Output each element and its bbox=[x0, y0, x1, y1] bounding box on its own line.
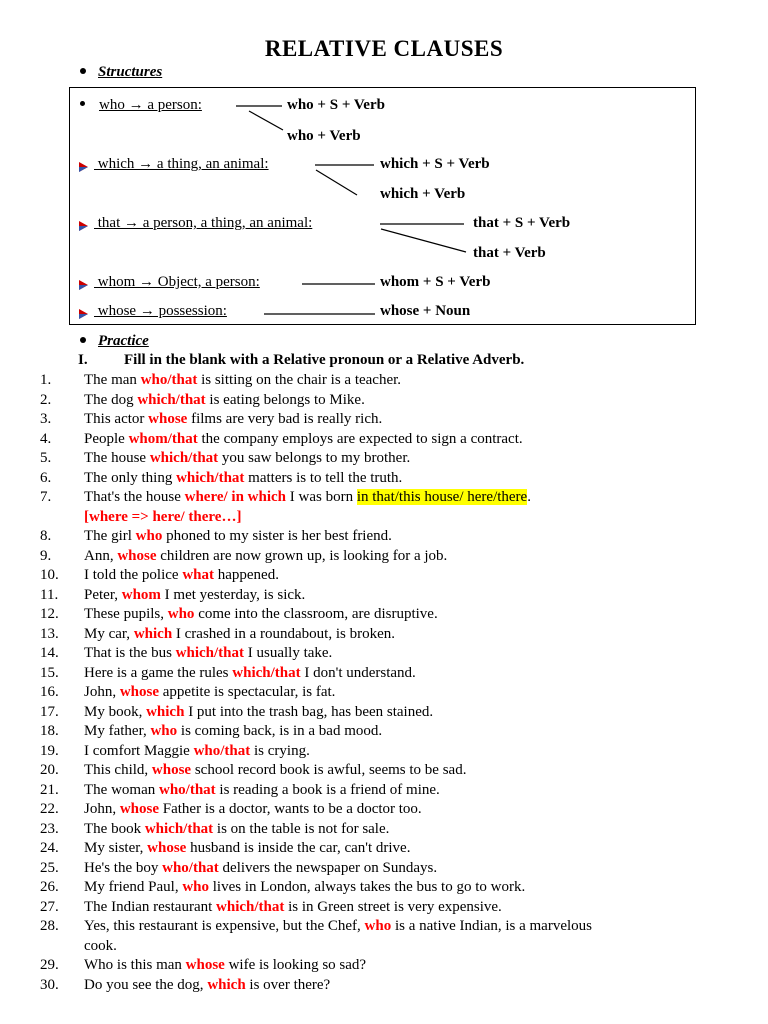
item-number: 28. bbox=[40, 918, 59, 934]
item-text: My book, bbox=[84, 703, 147, 720]
answer-text: whom/that bbox=[128, 430, 198, 447]
exercise-item bbox=[0, 547, 768, 567]
item-number: 17. bbox=[40, 703, 59, 720]
instruction-text: Fill in the blank with a Relative pronoun or a Relative Adverb. bbox=[124, 352, 525, 368]
bullet-icon bbox=[80, 337, 86, 343]
item-text: The girl bbox=[84, 528, 136, 544]
item-number: 12. bbox=[40, 606, 59, 622]
structure-label: whose → possession: bbox=[94, 303, 227, 319]
bullet-icon bbox=[80, 101, 85, 106]
item-text: The book bbox=[84, 820, 145, 837]
structure-row-whom bbox=[79, 273, 260, 291]
item-number: 29. bbox=[40, 957, 59, 973]
exercise-item bbox=[0, 449, 768, 469]
item-text: appetite is spectacular, is fat. bbox=[159, 684, 336, 700]
answer-text: who bbox=[150, 723, 178, 739]
item-number: 16. bbox=[40, 684, 59, 700]
exercise-item bbox=[0, 625, 768, 645]
item-number: 30. bbox=[40, 976, 59, 993]
item-text: lives in London, always takes the bus to go to work. bbox=[209, 879, 526, 895]
item-text: Ann, bbox=[84, 547, 118, 564]
answer-note: [where => here/ there…] bbox=[84, 508, 242, 525]
item-text: Here is a game the rules bbox=[84, 664, 233, 681]
structure-label: that → a person, a thing, an animal: bbox=[94, 215, 313, 231]
item-text: is a native Indian, is a marvelous bbox=[391, 918, 592, 934]
item-text: wife is looking so sad? bbox=[224, 957, 367, 973]
item-text: happened. bbox=[213, 567, 279, 583]
item-number: 23. bbox=[40, 820, 59, 837]
item-text: John, bbox=[84, 684, 120, 700]
exercise-item bbox=[0, 527, 768, 547]
item-number: 10. bbox=[40, 567, 59, 583]
exercise-item bbox=[0, 917, 768, 956]
answer-text: which/that bbox=[176, 469, 245, 486]
exercise-item bbox=[0, 839, 768, 859]
exercise-item bbox=[0, 761, 768, 781]
exercise-item bbox=[0, 722, 768, 742]
item-number: 26. bbox=[40, 879, 59, 895]
answer-text: whose bbox=[148, 411, 188, 427]
exercise-item bbox=[0, 703, 768, 723]
answer-text: which/that bbox=[144, 820, 214, 837]
item-text: My car, bbox=[84, 625, 134, 642]
practice-heading-text: Practice bbox=[98, 333, 149, 349]
structures-heading bbox=[80, 64, 162, 81]
structure-row-who bbox=[80, 96, 202, 114]
item-number: 4. bbox=[40, 430, 52, 447]
structure-form: which + S + Verb bbox=[380, 156, 490, 172]
answer-text: who/that bbox=[140, 372, 198, 388]
item-number: 19. bbox=[40, 742, 59, 759]
item-text: is crying. bbox=[250, 742, 310, 759]
item-number: 13. bbox=[40, 625, 59, 642]
exercise-item bbox=[0, 781, 768, 801]
item-number: 27. bbox=[40, 898, 59, 915]
answer-text: which bbox=[207, 976, 246, 993]
item-text: films are very bad is really rich. bbox=[187, 411, 383, 427]
item-text: husband is inside the car, can't drive. bbox=[186, 840, 411, 856]
bullet-icon bbox=[80, 68, 86, 74]
item-text: My sister, bbox=[84, 840, 148, 856]
page-title: RELATIVE CLAUSES bbox=[264, 36, 504, 61]
item-text: phoned to my sister is her best friend. bbox=[162, 528, 392, 544]
structure-row-that bbox=[79, 214, 312, 232]
item-text: matters is to tell the truth. bbox=[244, 469, 403, 486]
item-text: I comfort Maggie bbox=[84, 742, 194, 759]
answer-text: which/that bbox=[232, 664, 301, 681]
exercise-item bbox=[0, 430, 768, 450]
answer-text: whose bbox=[147, 840, 187, 856]
answer-text: which bbox=[146, 703, 185, 720]
item-text: The woman bbox=[84, 781, 159, 798]
structure-label: who → a person: bbox=[99, 97, 202, 113]
arrow-bullet-icon bbox=[79, 218, 88, 228]
structure-form: who + Verb bbox=[287, 128, 361, 144]
item-text: The dog bbox=[84, 391, 138, 408]
item-text: Do you see the dog, bbox=[84, 976, 208, 993]
answer-text: who/that bbox=[193, 742, 251, 759]
item-text: school record book is awful, seems to be sad. bbox=[191, 762, 467, 778]
item-text: I crashed in a roundabout, is broken. bbox=[172, 625, 396, 642]
item-number: 14. bbox=[40, 645, 59, 661]
answer-text: what bbox=[182, 567, 214, 583]
item-text: I told the police bbox=[84, 567, 183, 583]
structure-label: which → a thing, an animal: bbox=[94, 156, 269, 172]
item-text: I don't understand. bbox=[300, 664, 416, 681]
answer-text: who bbox=[182, 879, 210, 895]
item-text: the company employs are expected to sign a contract. bbox=[197, 430, 523, 447]
item-text: That is the bus bbox=[84, 645, 176, 661]
exercise-item bbox=[0, 566, 768, 586]
answer-text: which/that bbox=[216, 898, 285, 915]
item-number: 24. bbox=[40, 840, 59, 856]
arrow-bullet-icon bbox=[79, 306, 88, 316]
item-number: 7. bbox=[40, 489, 52, 505]
answer-text: where/ in which bbox=[184, 489, 287, 505]
exercise-item bbox=[0, 800, 768, 820]
item-text: . bbox=[527, 489, 531, 505]
item-text: My friend Paul, bbox=[84, 879, 183, 895]
item-text: Yes, this restaurant is expensive, but the Chef, bbox=[84, 918, 365, 934]
answer-text: who bbox=[364, 918, 392, 934]
item-text: is reading a book is a friend of mine. bbox=[215, 781, 440, 798]
item-text: Father is a doctor, wants to be a doctor too. bbox=[159, 801, 422, 817]
exercise-item bbox=[0, 410, 768, 430]
item-text: Peter, bbox=[84, 586, 122, 603]
item-number: 25. bbox=[40, 859, 59, 876]
exercise-item bbox=[0, 605, 768, 625]
answer-text: whose bbox=[119, 801, 160, 817]
item-text: is coming back, is in a bad mood. bbox=[177, 723, 383, 739]
structure-form: whom + S + Verb bbox=[380, 274, 491, 290]
answer-text: whose bbox=[119, 684, 160, 700]
structure-form: who + S + Verb bbox=[287, 97, 385, 113]
item-text: I was born bbox=[286, 489, 357, 505]
exercise-item bbox=[0, 644, 768, 664]
exercise-item bbox=[0, 683, 768, 703]
item-text: The Indian restaurant bbox=[84, 898, 217, 915]
item-text: John, bbox=[84, 801, 120, 817]
section-number: I. bbox=[78, 352, 88, 368]
item-number: 3. bbox=[40, 411, 52, 427]
item-text: come into the classroom, are disruptive. bbox=[194, 606, 438, 622]
item-text: is on the table is not for sale. bbox=[213, 820, 390, 837]
item-number: 20. bbox=[40, 762, 59, 778]
structure-form: which + Verb bbox=[380, 186, 466, 202]
item-text: I put into the trash bag, has been stained. bbox=[184, 703, 434, 720]
exercise-item bbox=[0, 859, 768, 879]
answer-text: which/that bbox=[137, 391, 206, 408]
item-text-continued: cook. bbox=[84, 937, 117, 954]
item-text: The house bbox=[84, 450, 150, 466]
item-text: I usually take. bbox=[244, 645, 333, 661]
exercise-instruction bbox=[78, 352, 524, 369]
structure-form-text: whose + Noun bbox=[380, 303, 471, 319]
structure-form bbox=[380, 302, 470, 320]
exercise-item bbox=[0, 878, 768, 898]
item-text: This child, bbox=[84, 762, 152, 778]
item-text: That's the house bbox=[84, 489, 185, 505]
answer-text: who bbox=[167, 606, 195, 622]
exercise-item bbox=[0, 586, 768, 606]
answer-text: who/that bbox=[162, 859, 219, 876]
item-text: People bbox=[84, 430, 129, 447]
item-text: delivers the newspaper on Sundays. bbox=[218, 859, 438, 876]
answer-text: whose bbox=[117, 547, 157, 564]
answer-text: whom bbox=[121, 586, 161, 603]
exercise-item bbox=[0, 742, 768, 762]
structure-label: whom → Object, a person: bbox=[94, 274, 260, 290]
answer-text: which/that bbox=[175, 645, 244, 661]
answer-text: who/that bbox=[158, 781, 216, 798]
item-number: 2. bbox=[40, 391, 52, 408]
item-text: These pupils, bbox=[84, 606, 168, 622]
item-number: 8. bbox=[40, 528, 52, 544]
item-text: is in Green street is very expensive. bbox=[284, 898, 502, 915]
arrow-bullet-icon bbox=[79, 277, 88, 287]
structure-row-whose bbox=[79, 302, 227, 320]
item-text: He's the boy bbox=[84, 859, 163, 876]
item-text: I met yesterday, is sick. bbox=[160, 586, 306, 603]
exercise-item bbox=[0, 469, 768, 489]
exercise-item bbox=[0, 391, 768, 411]
answer-text: which bbox=[133, 625, 173, 642]
structure-form: that + S + Verb bbox=[473, 215, 571, 231]
item-text: is eating belongs to Mike. bbox=[205, 391, 365, 408]
answer-text: whose bbox=[151, 762, 192, 778]
item-number: 21. bbox=[40, 781, 59, 798]
item-text: Who is this man bbox=[84, 957, 186, 973]
exercise-item bbox=[0, 898, 768, 918]
item-number: 6. bbox=[40, 469, 52, 486]
structure-row-which bbox=[79, 155, 269, 173]
item-number: 22. bbox=[40, 801, 59, 817]
answer-text: who bbox=[135, 528, 163, 544]
structure-form: that + Verb bbox=[473, 245, 546, 261]
item-text: children are now grown up, is looking for a job. bbox=[156, 547, 448, 564]
item-number: 5. bbox=[40, 450, 52, 466]
item-text: My father, bbox=[84, 723, 151, 739]
answer-text: which/that bbox=[149, 450, 219, 466]
exercise-item bbox=[0, 956, 768, 976]
exercise-item bbox=[0, 371, 768, 391]
exercise-list bbox=[0, 371, 768, 995]
item-number: 18. bbox=[40, 723, 59, 739]
item-number: 1. bbox=[40, 372, 52, 388]
arrow-bullet-icon bbox=[79, 159, 88, 169]
exercise-item bbox=[0, 820, 768, 840]
exercise-item bbox=[0, 488, 768, 527]
exercise-item bbox=[0, 664, 768, 684]
structures-heading-text: Structures bbox=[98, 64, 163, 80]
item-text: This actor bbox=[84, 411, 149, 427]
item-text: The only thing bbox=[84, 469, 177, 486]
item-number: 11. bbox=[40, 586, 59, 603]
item-text: The man bbox=[84, 372, 141, 388]
highlighted-text: in that/this house/ here/there bbox=[356, 489, 528, 505]
item-text: is over there? bbox=[245, 976, 331, 993]
practice-heading bbox=[80, 333, 149, 350]
item-number: 9. bbox=[40, 547, 52, 564]
item-text: is sitting on the chair is a teacher. bbox=[197, 372, 402, 388]
answer-text: whose bbox=[185, 957, 225, 973]
item-number: 15. bbox=[40, 664, 59, 681]
item-text: you saw belongs to my brother. bbox=[218, 450, 411, 466]
exercise-item bbox=[0, 976, 768, 996]
